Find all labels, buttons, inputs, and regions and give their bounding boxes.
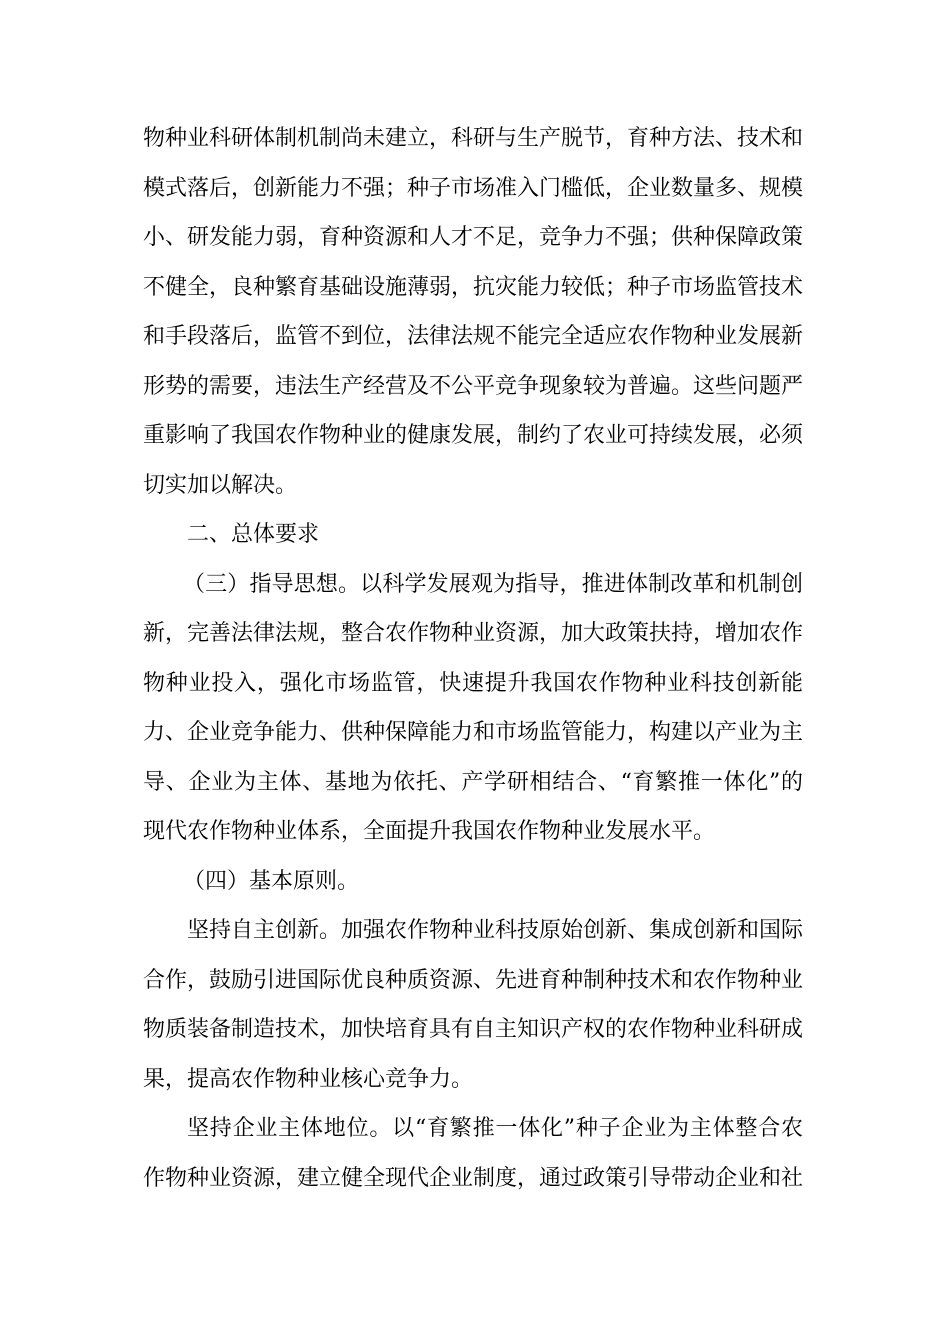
subheading-basic-principles: （四）基本原则。 [183,868,360,894]
paragraph-guiding-ideology: （三）指导思想。以科学发展观为指导，推进体制改革和机制创新，完善法律法规，整合农作物种业资源，加大政策扶持，增加农作物种业投入，强化市场监管，快速提升我国农作物种业科技创新能力、企业竞争能力、供种保障能力和市场监管能力，构建以产业为主导、企业为主体、基地为依托、产学研相结合、“育繁推一体化”的现代农作物种业体系，全面提升我国农作物种业发展水平。 [143,571,804,844]
paragraph-independent-innovation: 坚持自主创新。加强农作物种业科技原始创新、集成创新和国际合作，鼓励引进国际优良种质资源、先进育种制种技术和农作物种业物质装备制造技术，加快培育具有自主知识产权的农作物种业科研成果，提高农作物种业核心竞争力。 [143,918,804,1092]
section-heading-general-requirements: 二、总体要求 [187,522,320,547]
paragraph-research-problems: 物种业科研体制机制尚未建立，科研与生产脱节，育种方法、技术和模式落后，创新能力不强；种子市场准入门槛低，企业数量多、规模小、研发能力弱，育种资源和人才不足，竞争力不强；供种保障政策不健全，良种繁育基础设施薄弱，抗灾能力较低；种子市场监管技术和手段落后，监管不到位，法律法规不能完全适应农作物种业发展新形势的需要，违法生产经营及不公平竞争现象较为普遍。这些问题严重影响了我国农作物种业的健康发展，制约了农业可持续发展，必须切实加以解决。 [143,126,804,498]
paragraph-enterprise-subject: 坚持企业主体地位。以“育繁推一体化”种子企业为主体整合农作物种业资源，建立健全现代企业制度，通过政策引导带动企业和社 [143,1116,804,1191]
document-body [143,114,803,1203]
